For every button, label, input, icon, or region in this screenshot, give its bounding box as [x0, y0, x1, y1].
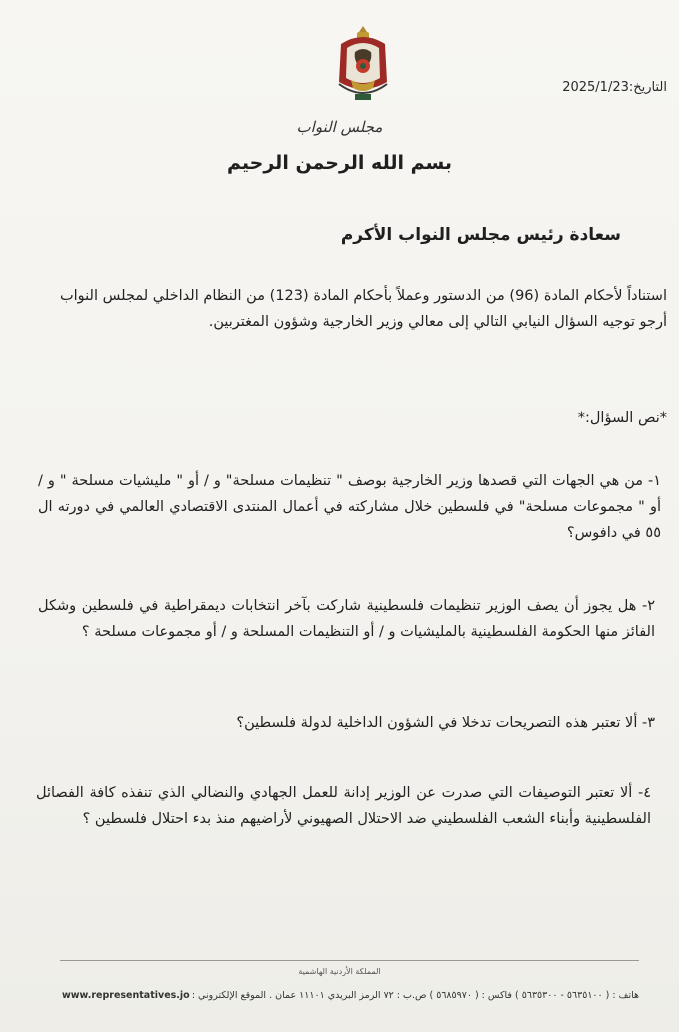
- intro-paragraph: استناداً لأحكام المادة (96) من الدستور وعملاً بأحكام المادة (123) من النظام الداخلي لمجلس النواب أرجو توجيه السؤال النيابي التالي إلى معالي وزير الخارجية وشؤون المغتربين.: [60, 288, 667, 330]
- question-1: ١- من هي الجهات التي قصدها وزير الخارجية بوصف " تنظيمات مسلحة" و / أو " مليشيات مسلحة " و / أو " مجموعات مسلحة" في فلسطين خلال مشاركته في أعمال المنتدى الاقتصادي العالمي في دورته ال ٥٥ في دافوس؟: [38, 473, 661, 541]
- basmala-heading: بسم الله الرحمن الرحيم: [227, 152, 452, 174]
- question-4: ٤- ألا تعتبر التوصيفات التي صدرت عن الوزير إدانة للعمل الجهادي والنضالي الذي تنفذه كافة الفصائل الفلسطينية وأبناء الشعب الفلسطيني ضد الاحتلال الصهيوني لأراضيهم منذ بدء احتلال فلسطين ؟: [36, 785, 651, 827]
- footer-contact: هاتف : ( ٥٦٣٥١٠٠ - ٥٦٣٥٣٠٠ ) فاكس : ( ٥٦٨٥٩٧٠ ) ص.ب : ٧٢ الرمز البريدي ١١١٠١ عمان . الموقع الإلكتروني :: [191, 990, 639, 1001]
- royal-crest-icon: [333, 22, 393, 106]
- question-2: ٢- هل يجوز أن يصف الوزير تنظيمات فلسطينية شاركت بآخر انتخابات ديمقراطية في فلسطين وشكل الفائز منها الحكومة الفلسطينية بالمليشيات و / أو التنظيمات المسلحة و / أو مجموعات مسلحة ؟: [38, 598, 655, 640]
- salutation: سعادة رئيس مجلس النواب الأكرم: [340, 225, 621, 245]
- footer-website: www.representatives.jo: [62, 990, 190, 1001]
- footer: [62, 990, 639, 1001]
- document-date: التاريخ:2025/1/23: [562, 80, 667, 95]
- question-3: ٣- ألا تعتبر هذه التصريحات تدخلا في الشؤون الداخلية لدولة فلسطين؟: [236, 715, 655, 731]
- council-signature-logo: مجلس النواب: [296, 118, 383, 136]
- footer-divider: [60, 960, 639, 961]
- footer-org: المملكة الأردنية الهاشمية: [298, 967, 381, 976]
- question-label: *نص السؤال:*: [577, 410, 667, 426]
